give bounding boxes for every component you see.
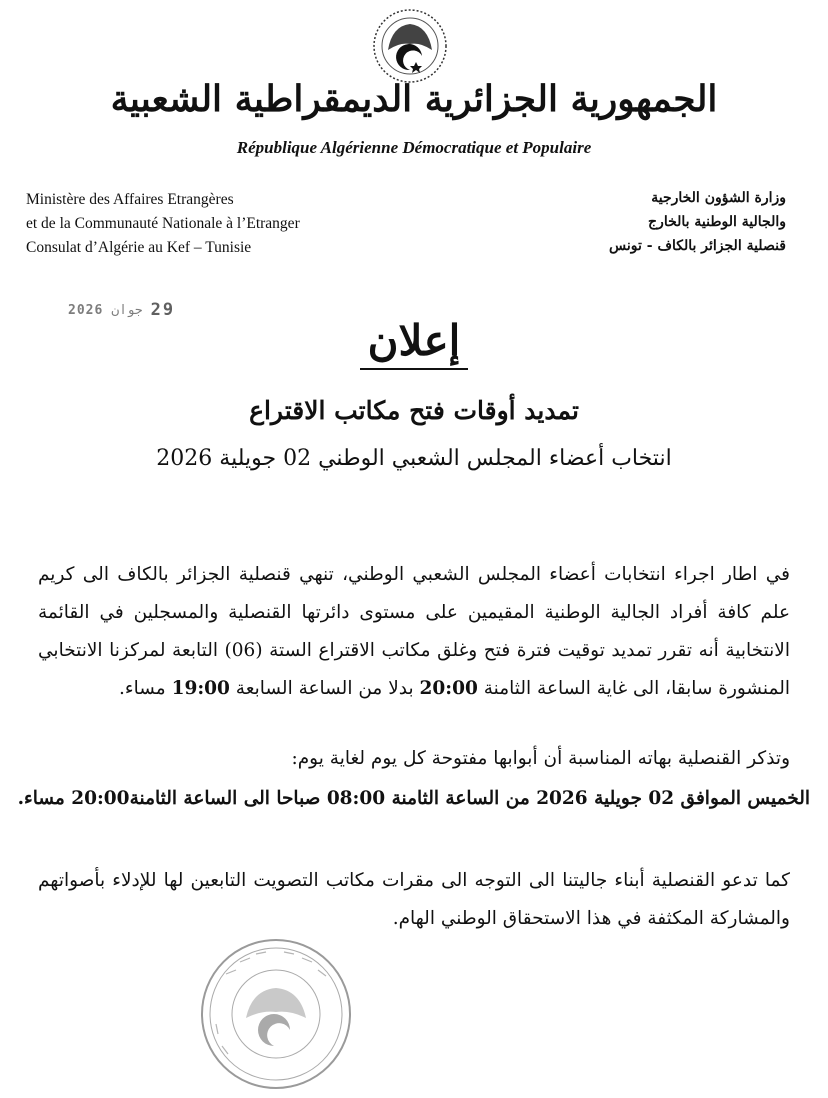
ministry-block-ar <box>609 186 786 258</box>
announcement-title: إعلان <box>360 316 469 370</box>
consulate-line-fr: Consulat d’Algérie au Kef – Tunisie <box>26 239 252 256</box>
reminder-line: وتذكر القنصلية بهاته المناسبة أن أبوابها مفتوحة كل يوم لغاية يوم: <box>291 748 790 769</box>
ministry-line-fr: Ministère des Affaires Etrangères <box>26 191 234 208</box>
announcement-title-wrap <box>0 316 828 370</box>
date-stamp-day: 29 <box>150 300 176 320</box>
announcement-subtitle: تمديد أوقات فتح مكاتب الاقتراع <box>249 396 579 425</box>
ministry-block-fr <box>26 188 300 260</box>
para1-mid: بدلا من الساعة السابعة <box>235 678 414 699</box>
para1-time-new: 20:00 <box>419 678 478 699</box>
para1-text: في اطار اجراء انتخابات أعضاء المجلس الشعبي الوطني، تنهي قنصلية الجزائر بالكاف الى كريم علم كافة أفراد الجالية الوطنية المقيمين على مستوى دائرتها القنصلية والمسجلين في القائمة الانتخابية أنه تقرر تمديد توقيت فترة فتح وغلق مكاتب الاقتراع الستة (06) التابعة لمركزنا الانتخابي المنشورة سابقا، الى غاية الساعة الثامنة <box>38 564 790 699</box>
election-seal-icon <box>196 934 356 1094</box>
para1-time-old: 19:00 <box>171 678 230 699</box>
consulate-line-ar: قنصلية الجزائر بالكاف - تونس <box>609 238 786 254</box>
opening-date-line: الخميس الموافق 02 جويلية 2026 من الساعة الثامنة 08:00 صباحا الى الساعة الثامنة20:00 مساء. <box>17 788 810 809</box>
date-stamp-year: 2026 <box>68 302 104 318</box>
body-paragraph-1 <box>38 556 790 708</box>
republic-title-fr: République Algérienne Démocratique et Populaire <box>236 138 592 157</box>
community-line-ar: والجالية الوطنية بالخارج <box>648 214 786 230</box>
date-stamp-month: جوان <box>111 302 143 318</box>
ministry-line-ar: وزارة الشؤون الخارجية <box>651 190 786 206</box>
body-paragraph-3: كما تدعو القنصلية أبناء جاليتنا الى التوجه الى مقرات مكاتب التصويت التابعين لها للإدلاء بأصواتهم والمشاركة المكثفة في هذا الاستحقاق الوطني الهام. <box>38 870 790 929</box>
republic-title-ar: الجمهورية الجزائرية الديمقراطية الشعبية <box>110 78 718 120</box>
election-subtitle: انتخاب أعضاء المجلس الشعبي الوطني 02 جويلية 2026 <box>156 446 672 471</box>
para1-end: مساء. <box>119 678 166 699</box>
national-emblem-icon <box>370 6 450 86</box>
community-line-fr: et de la Communauté Nationale à l’Etranger <box>26 215 300 232</box>
